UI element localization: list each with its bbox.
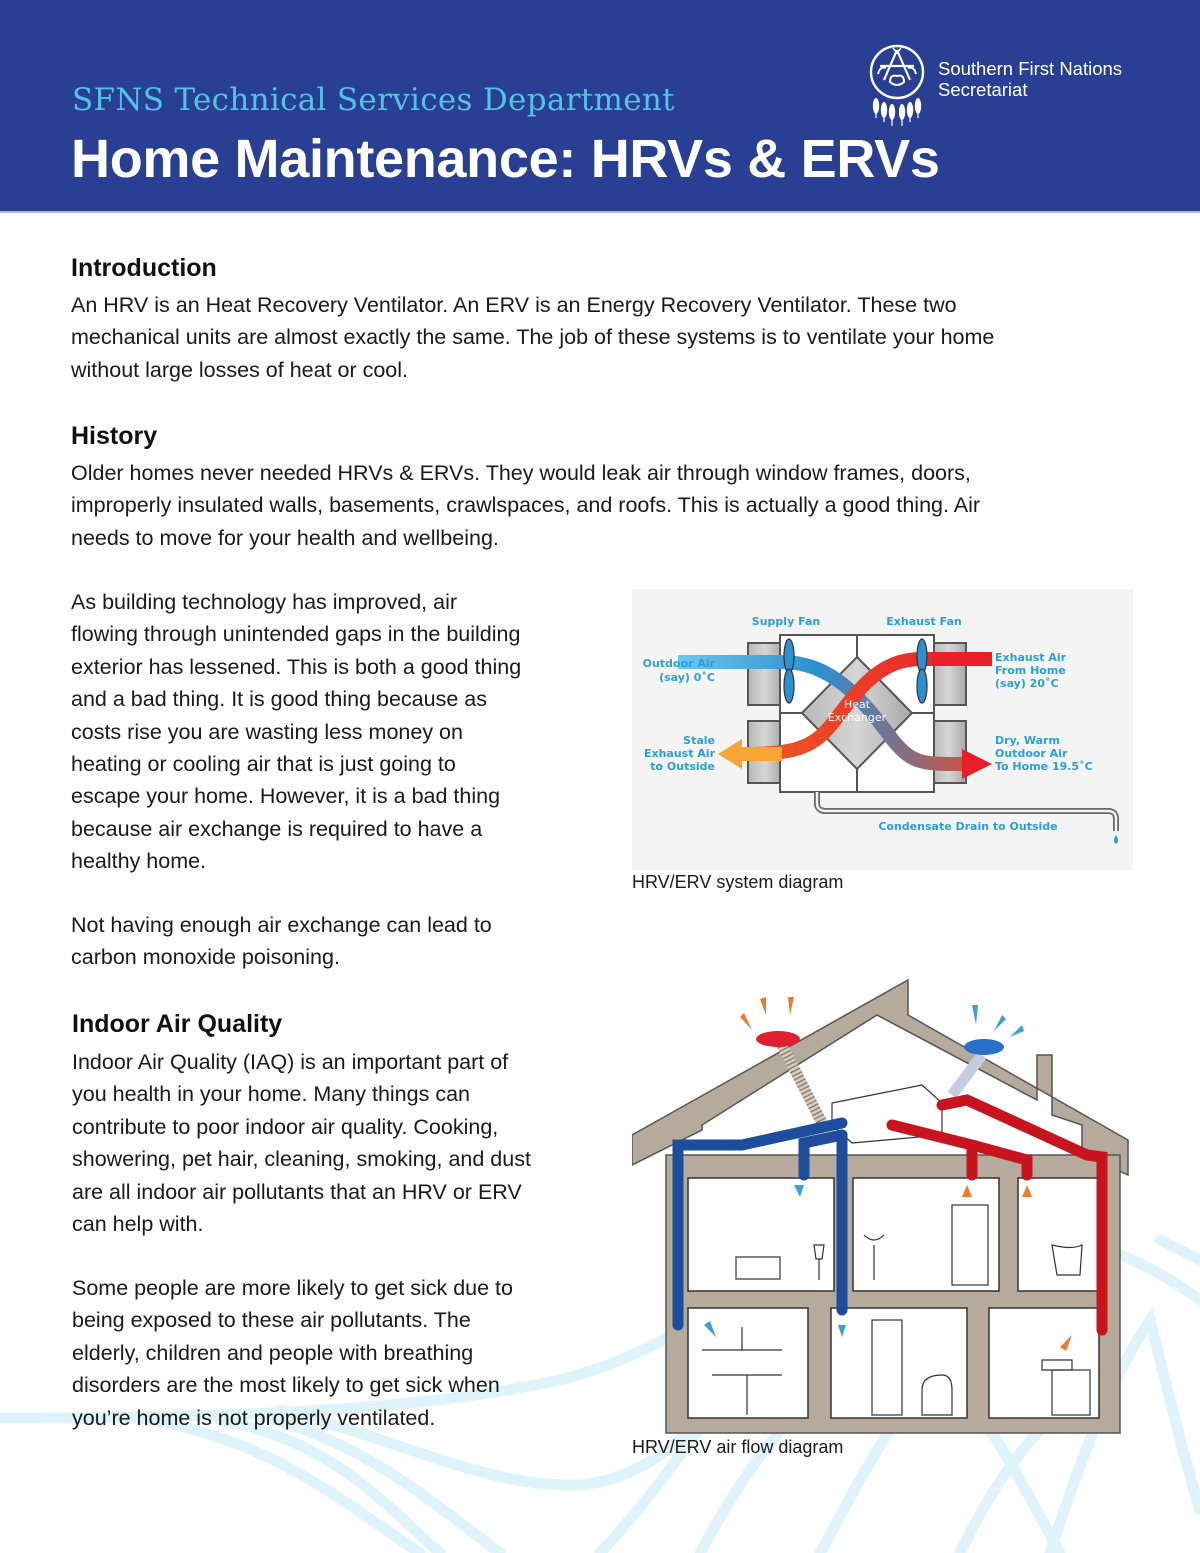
heat-exchanger-label: Exchanger <box>827 711 887 724</box>
text-line: heating or cooling air that is just going to <box>71 752 456 777</box>
text-line: showering, pet hair, cleaning, smoking, and dust <box>72 1147 531 1172</box>
history-paragraph-1 <box>71 457 1151 554</box>
supply-air-temp-label: To Home 19.5˚C <box>995 760 1093 773</box>
history-heading: History <box>71 422 158 450</box>
text-line: without large losses of heat or cool. <box>71 357 409 382</box>
text-line: because air exchange is required to have a <box>71 816 483 841</box>
exhaust-air-label: From Home <box>995 664 1066 677</box>
text-line: you’re home is not properly ventilated. <box>72 1405 436 1430</box>
text-line: As building technology has improved, air <box>71 590 458 614</box>
supply-air-label: Dry, Warm <box>995 734 1060 747</box>
history-paragraph-2 <box>71 586 621 878</box>
text-line: disorders are the most likely to get sick when <box>72 1373 500 1398</box>
text-line: can help with. <box>72 1212 204 1237</box>
text-line: flowing through unintended gaps in the building <box>71 622 521 647</box>
system-diagram-caption: HRV/ERV system diagram <box>632 872 844 892</box>
text-line: mechanical units are almost exactly the same. The job of these systems is to ventilate your home <box>71 325 995 350</box>
text-line: Older homes never needed HRVs & ERVs. They would leak air through window frames, doors, <box>71 461 971 485</box>
hrv-system-diagram <box>632 589 1133 870</box>
text-line: needs to move for your health and wellbeing. <box>71 525 499 550</box>
organization-line-1: Southern First Nations <box>938 58 1123 79</box>
text-line: and a bad thing. It is good thing because as <box>71 687 487 712</box>
airflow-diagram-caption: HRV/ERV air flow diagram <box>632 1437 844 1457</box>
text-line: Some people are more likely to get sick due to <box>72 1276 513 1300</box>
exhaust-air-temp-label: (say) 20˚C <box>995 677 1059 690</box>
exhaust-fan-label: Exhaust Fan <box>886 615 962 628</box>
text-line: improperly insulated walls, basements, crawlspaces, and roofs. This is actually a good thing. Air <box>71 493 981 518</box>
condensate-drain-label: Condensate Drain to Outside <box>878 820 1058 833</box>
text-line: carbon monoxide poisoning. <box>71 945 340 970</box>
supply-fan-label: Supply Fan <box>751 615 821 628</box>
page-title: Home Maintenance: HRVs & ERVs <box>71 129 940 189</box>
stale-air-label: Exhaust Air <box>643 747 715 760</box>
heat-exchanger-label: Heat <box>843 698 871 711</box>
text-line: Not having enough air exchange can lead to <box>71 913 492 937</box>
text-line: escape your home. However, it is a bad thing <box>71 784 501 809</box>
organization-line-2: Secretariat <box>938 79 1028 100</box>
text-line: you health in your home. Many things can <box>72 1082 470 1107</box>
text-line: costs rise you are wasting less money on <box>71 719 463 744</box>
text-line: An HRV is an Heat Recovery Ventilator. An ERV is an Energy Recovery Ventilator. These two <box>71 293 957 317</box>
text-line: are all indoor air pollutants that an HRV or ERV <box>72 1179 522 1204</box>
outdoor-air-label: Outdoor Air <box>642 657 715 670</box>
iaq-paragraph-1 <box>72 1046 622 1240</box>
text-line: exterior has lessened. This is both a good thing <box>71 654 522 679</box>
introduction-paragraph <box>71 289 1151 386</box>
history-paragraph-3 <box>71 909 621 974</box>
outdoor-air-temp-label: (say) 0˚C <box>659 671 715 684</box>
text-line: contribute to poor indoor air quality. Cooking, <box>72 1114 499 1139</box>
text-line: healthy home. <box>71 849 207 874</box>
stale-air-label: to Outside <box>650 760 715 773</box>
iaq-heading: Indoor Air Quality <box>72 1010 283 1038</box>
department-name: SFNS Technical Services Department <box>72 82 675 118</box>
iaq-paragraph-2 <box>72 1272 622 1434</box>
introduction-heading: Introduction <box>71 254 217 282</box>
stale-air-label: Stale <box>683 734 715 747</box>
text-line: Indoor Air Quality (IAQ) is an important part of <box>72 1050 509 1074</box>
text-line: elderly, children and people with breathing <box>72 1340 474 1365</box>
supply-air-label: Outdoor Air <box>995 747 1068 760</box>
exhaust-air-label: Exhaust Air <box>995 651 1067 664</box>
text-line: being exposed to these air pollutants. The <box>72 1308 471 1333</box>
hrv-airflow-house-diagram <box>632 975 1132 1437</box>
